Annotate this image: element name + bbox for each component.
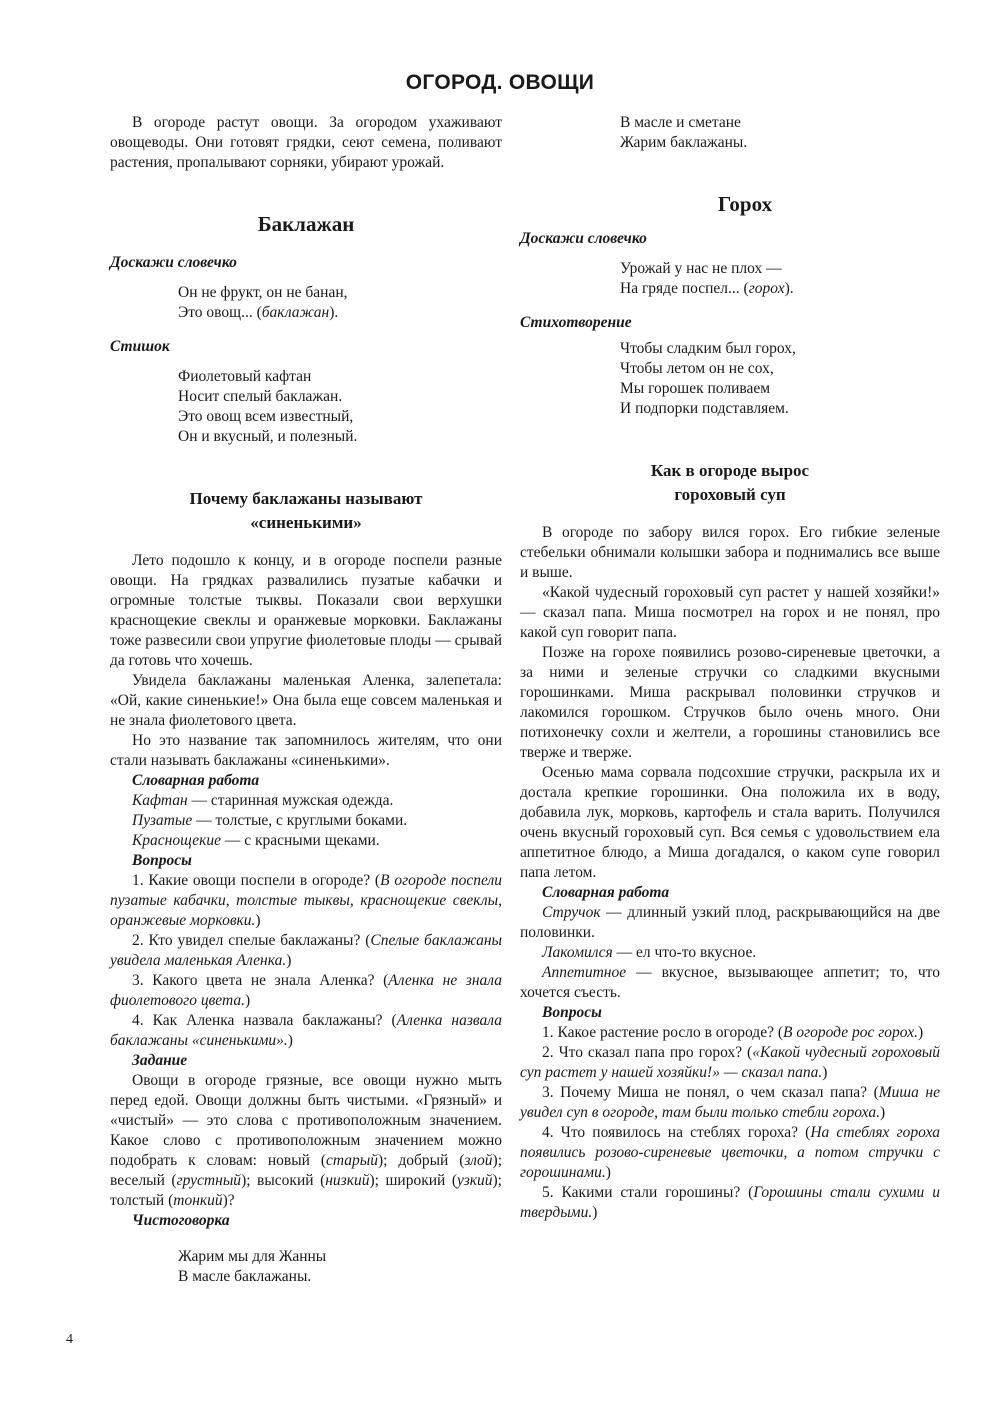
vocab-item: Кафтан — старинная мужская одежда. (132, 792, 394, 809)
vocab-item: Стручок — длинный узкий плод, раскрывающийся на две половинки. (520, 904, 940, 941)
poem-line: Чтобы летом он не сох, (620, 360, 774, 377)
soup-story (520, 523, 940, 883)
question-item: 1. Какие овощи поспели в огороде? (В огороде поспели пузатые кабачки, толстые тыквы, краснощекие свеклы, оранжевые морковки.) (110, 872, 502, 929)
task-paragraph: Овощи в огороде грязные, все овощи нужно мыть перед едой. Овощи должны быть чистыми. «Грязный» и «чистый» — это слова с противоположным значением. Какое слово с противоположным значением можно подобрать к словам: новый (старый); добрый (злой); веселый (грустный); высокий (низкий); широкий (узкий); толстый (тонкий)? (110, 1072, 502, 1209)
baklazhan-heading: Баклажан (257, 212, 355, 236)
baklazhan-stishok-label: Стишок (110, 338, 170, 355)
poem-line: И подпорки подставляем. (620, 400, 789, 417)
story-paragraph: Осенью мама сорвала подсохшие стручки, раскрыла их и достала крепкие горошинки. Она положила их в воду, добавила лук, морковь, картофель и стала варить. Получился очень вкусный гороховый суп. Вся семья с удовольствием ела аппетитное блюдо, а Миша догадался, о каком супе говорил папа летом. (520, 764, 940, 881)
verse-line: В масле баклажаны. (178, 1268, 312, 1285)
goroh-heading: Горох (717, 192, 773, 216)
question-item: 4. Как Аленка назвала баклажаны? (Аленка назвала баклажаны «синенькими».) (110, 1012, 502, 1049)
riddle-answer: горох (748, 280, 785, 297)
story-paragraph: Но это название так запомнилось жителям, что они стали называть баклажаны «синенькими». (110, 732, 502, 769)
sinenkie-story (110, 551, 502, 771)
question-item: 1. Какое растение росло в огороде? (В огороде рос горох.) (542, 1024, 924, 1041)
sinenkie-vocab-label: Словарная работа (132, 772, 260, 789)
soup-questions-label: Вопросы (542, 1004, 602, 1021)
vocab-item: Лакомился — ел что-то вкусное. (542, 944, 757, 961)
poem-line: Он и вкусный, и полезный. (178, 428, 358, 445)
poem-line: Носит спелый баклажан. (178, 388, 343, 405)
chistogovorka-label: Чистоговорка (132, 1212, 230, 1229)
vocab-item: Краснощекие — с красными щеками. (132, 832, 380, 849)
question-item: 5. Какими стали горошины? (Горошины стали сухими и твердыми.) (520, 1184, 940, 1221)
intro-paragraph: В огороде растут овощи. За огородом ухаживают овощеводы. Они готовят грядки, сеют семена, поливают растения, пропалывают сорняки, убирают урожай. (110, 114, 502, 171)
story-paragraph: «Какой чудесный гороховый суп растет у нашей хозяйки!» — сказал папа. Миша посмотрел на горох и не понял, про какой суп говорит папа. (520, 584, 940, 641)
story-paragraph: В огороде по забору вился горох. Его гибкие зеленые стебельки обнимали колышки забора и поднимались все выше и выше. (520, 524, 940, 581)
question-item: 2. Кто увидел спелые баклажаны? (Спелые баклажаны увидела маленькая Аленка.) (110, 932, 502, 969)
poem-line: Мы горошек поливаем (620, 380, 771, 397)
soup-vocab-label: Словарная работа (542, 884, 670, 901)
question-item: 3. Какого цвета не знала Аленка? (Аленка не знала фиолетового цвета.) (110, 972, 502, 1009)
sinenkie-task-label: Задание (132, 1052, 188, 1069)
goroh-poem (520, 339, 940, 419)
question-item: 2. Что сказал папа про горох? («Какой чудесный гороховый суп растет у нашей хозяйки!» — сказал папа.) (520, 1044, 940, 1081)
sinenkie-heading: Почему баклажаны называют «синенькими» (189, 489, 423, 532)
page-title: ОГОРОД. ОВОЩИ (405, 71, 595, 94)
verse-line: Жарим баклажаны. (620, 134, 748, 151)
sinenkie-questions-label: Вопросы (132, 852, 192, 869)
chistogovorka-verse-continued (520, 113, 940, 153)
verse-line: Жарим мы для Жанны (178, 1248, 327, 1265)
story-paragraph: Увидела баклажаны маленькая Аленка, залепетала: «Ой, какие синенькие!» Она была еще совсем маленькая и не знала фиолетового цвета. (110, 672, 502, 729)
goroh-riddle (520, 259, 940, 299)
vocab-item: Аппетитное — вкусное, вызывающее аппетит; то, что хочется съесть. (520, 964, 940, 1001)
right-column (520, 113, 940, 1223)
story-paragraph: Лето подошло к концу, и в огороде поспели разные овощи. На грядках развалились пузатые кабачки и огромные толстые тыквы. Показали свои верхушки краснощекие свеклы и оранжевые морковки. Баклажаны тоже развесили свои упругие фиолетовые плоды — срывай да готовь что хочешь. (110, 552, 502, 669)
left-column (110, 113, 502, 1287)
goroh-doskazhi-label: Доскажи словечко (520, 230, 647, 247)
goroh-stih-label: Стихотворение (520, 314, 632, 331)
verse-line: В масле и сметане (620, 114, 741, 131)
riddle-line: На гряде поспел... (горох). (620, 280, 794, 297)
riddle-line: Он не фрукт, он не банан, (178, 284, 348, 301)
poem-line: Чтобы сладким был горох, (620, 340, 796, 357)
riddle-line: Это овощ... (баклажан). (178, 304, 339, 321)
riddle-answer: баклажан (261, 304, 330, 321)
question-item: 3. Почему Миша не понял, о чем сказал папа? (Миша не увидел суп в огороде, там были только стебли гороха.) (520, 1084, 940, 1121)
baklazhan-doskazhi-label: Доскажи словечко (110, 254, 237, 271)
baklazhan-riddle (110, 283, 502, 323)
chistogovorka-verse (110, 1247, 502, 1287)
story-paragraph: Позже на горохе появились розово-сиреневые цветочки, а за ними и зеленые стручки со сладкими вкусными горошинками. Миша раскрывал половинки стручков и лакомился горошком. Стручков было очень много. Они потихонечку сохли и желтели, а горошины становились все тверже и тверже. (520, 644, 940, 761)
baklazhan-poem (110, 367, 502, 447)
vocab-item: Пузатые — толстые, с круглыми боками. (132, 812, 408, 829)
riddle-line: Урожай у нас не плох — (620, 260, 782, 277)
page-number: 4 (66, 1332, 73, 1347)
soup-heading: Как в огороде вырос гороховый суп (650, 461, 810, 504)
poem-line: Это овощ всем известный, (178, 408, 354, 425)
poem-line: Фиолетовый кафтан (178, 368, 312, 385)
question-item: 4. Что появилось на стеблях гороха? (На стеблях гороха появились розово-сиреневые цветочки, а потом стручки с горошинами.) (520, 1124, 940, 1181)
